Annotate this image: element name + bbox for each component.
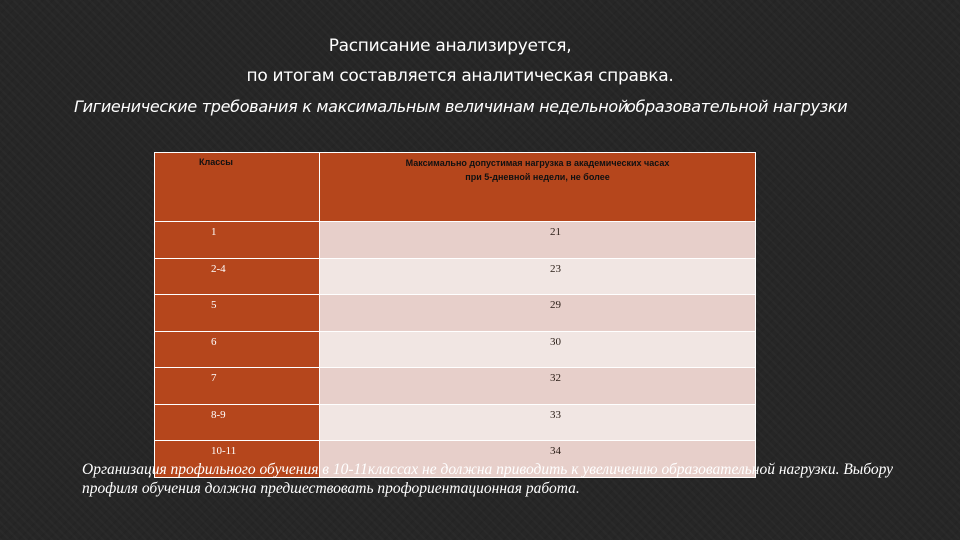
header-max-load (320, 153, 756, 222)
title-line-2: по итогам составляется аналитическая справка. (246, 66, 674, 86)
header-max-load-line-1: Максимально допустимая нагрузка в академических часах (405, 158, 670, 168)
cell-load: 33 (320, 404, 756, 441)
title-line-1: Расписание анализируется, (328, 36, 572, 56)
cell-grade: 1 (155, 222, 320, 259)
cell-load: 34 (320, 441, 756, 478)
cell-grade: 10-11 (155, 441, 320, 478)
cell-grade: 6 (155, 331, 320, 368)
footer-note: Организация профильного обучения в 10-11классах не должна приводить к увеличению образовательной нагрузки. Выбору профиля обучения должна предшествовать профориентационная работа. (82, 461, 894, 497)
load-table (154, 152, 756, 478)
cell-load: 23 (320, 258, 756, 295)
cell-grade: 2-4 (155, 258, 320, 295)
cell-load: 29 (320, 295, 756, 332)
subtitle-part-2: образовательной нагрузки (626, 97, 848, 116)
table-row (155, 331, 756, 368)
cell-load: 32 (320, 368, 756, 405)
table-row (155, 222, 756, 259)
cell-grade: 7 (155, 368, 320, 405)
subtitle (74, 97, 848, 116)
table-row (155, 295, 756, 332)
table-header-row (155, 153, 756, 222)
table-row (155, 258, 756, 295)
header-max-load-line-2: при 5-дневной недели, не более (465, 171, 610, 182)
cell-load: 30 (320, 331, 756, 368)
cell-grade: 5 (155, 295, 320, 332)
header-grades: Классы (155, 153, 320, 222)
cell-load: 21 (320, 222, 756, 259)
table-row (155, 404, 756, 441)
subtitle-part-1: Гигиенические требования к максимальным величинам недельной (74, 97, 628, 116)
table-row (155, 368, 756, 405)
cell-grade: 8-9 (155, 404, 320, 441)
